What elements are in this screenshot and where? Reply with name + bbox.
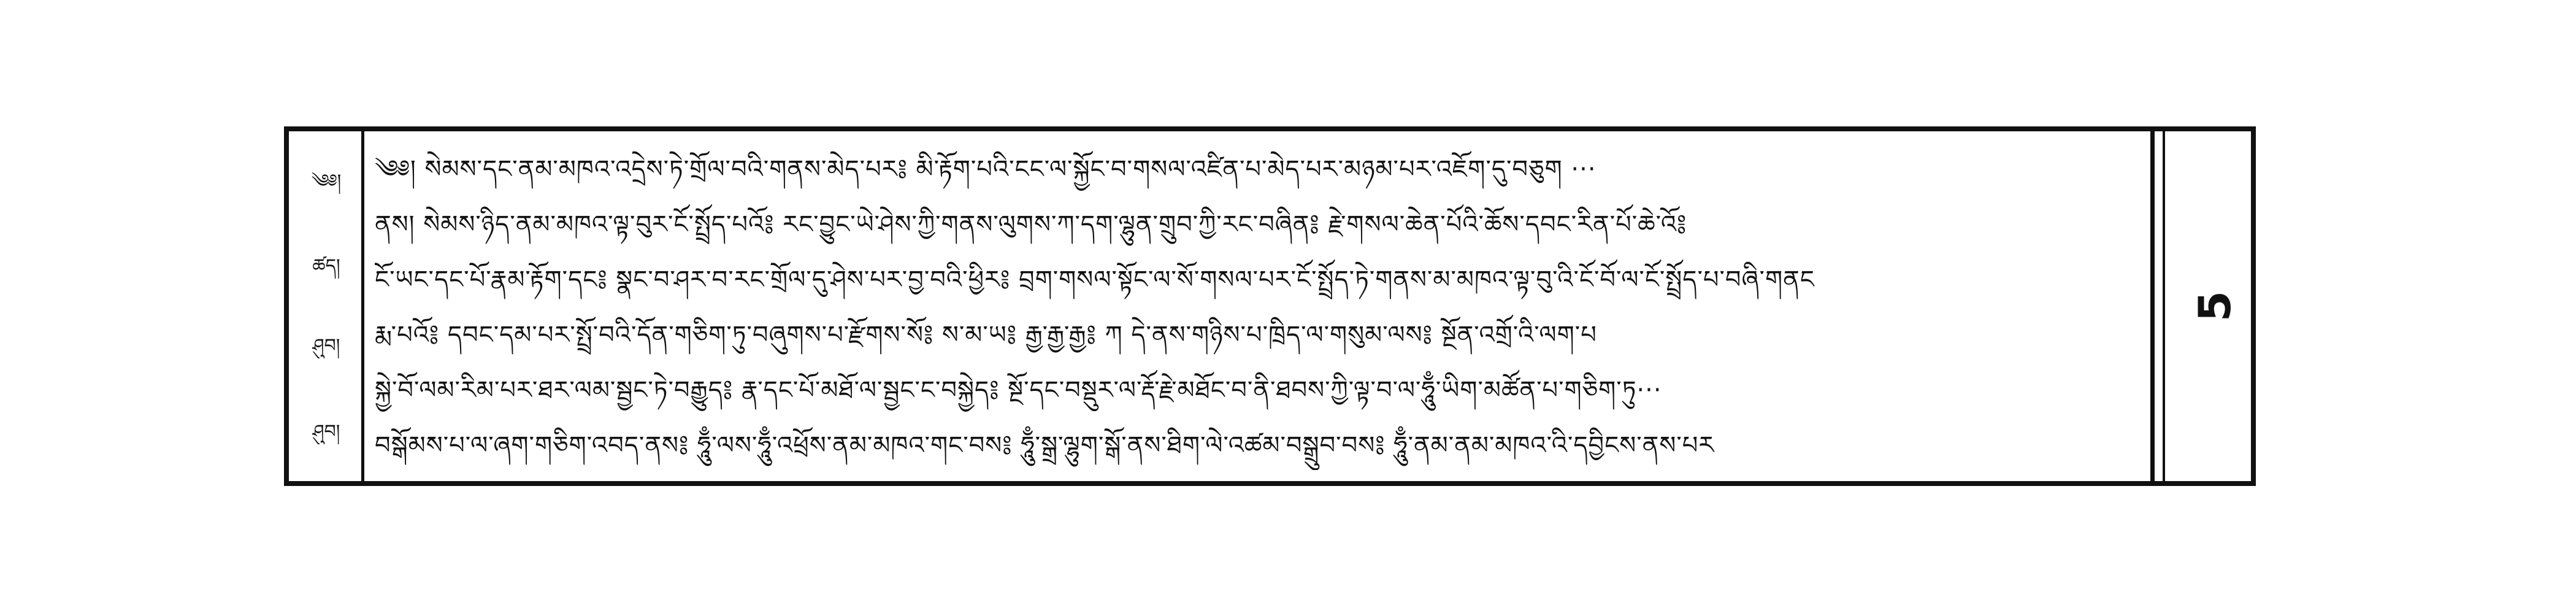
margin-label: ཤུབ། bbox=[312, 335, 340, 357]
text-line-5: སྐྱེ་བོ་ལམ་རིམ་པར་ཐར་ལམ་སྦྱང་ཏེ་བརྒྱུད༔ རྣ་དང་པོ་མཐོ་ལ་སྦྱང་ང་བསྐྱེད༔ སྔོ་དང་བསྡུར་ལ་རྡོ་རྗེ་མཐོང་བ་ནི་ཐབས་ཀྱི་ལྟ་བ་ལ་ཧཱུྃ་ཡིག་མཚོན་པ་གཅིག་ཏུ··· bbox=[375, 376, 1662, 404]
right-border-rule bbox=[2150, 131, 2155, 481]
scripture-text bbox=[375, 145, 2141, 476]
text-line-1: ༄༅། སེམས་དང་ནམ་མཁའ་འདྲེས་ཏེ་གྲོལ་བའི་གནས་མེད་པར༔ མི་རྟོག་པའི་ངང་ལ་སྐྱོང་བ་གསལ་འཛིན་པ་མེད་པར་མཉམ་པར་འཇོག་དུ་བཅུག ··· bbox=[375, 155, 1597, 183]
margin-label: ཚད། bbox=[312, 255, 340, 277]
pecha-folio bbox=[284, 126, 2256, 486]
text-line-4: རྨ་པའོ༔ དབང་དམ་པར་སྤྲོ་བའི་དོན་གཅིག་ཏུ་བཞུགས་པ་རྫོགས་སོ༔ ས་མ་ཡ༔ རྒྱ་རྒྱ་རྒྱ༔ ཀ དེ་ནས་གཉིས་པ་ཁྲིད་ལ་གསུམ་ལས༔ སྔོན་འགྲོ་འི་ལག་པ bbox=[375, 321, 1597, 349]
margin-label: ཤུབ། bbox=[312, 421, 340, 442]
right-border-rule-inner bbox=[2163, 131, 2165, 481]
margin-label: ༄༅། bbox=[311, 171, 342, 192]
text-line-6: བསྒོམས་པ་ལ་ཞག་གཅིག་འབད་ནས༔ ཧཱུྃ་ལས་ཧཱུྃ་འཕྲོས་ནམ་མཁའ་གང་བས༔ ཧཱུྃ་སྒྲ་ལྷུག་སྒོ་ནས་ཐིག་ལེ་འཚམ་བསྒྲུབ་བས༔ ཧཱུྃ་ནམ་ནམ་མཁའ་འི་དབྱིངས་ནས་པར bbox=[375, 431, 1715, 460]
left-margin bbox=[289, 131, 364, 481]
text-line-3: ངོ་ཡང་དང་པོ་རྣམ་རྟོག་དང༔ སྣང་བ་ཤར་བ་རང་གྲོལ་དུ་ཤེས་པར་བྱ་བའི་ཕྱིར༔ བྲག་གསལ་སྟོང་ལ་སོ་གསལ་པར་ངོ་སྤྲོད་ཏེ་གནས་མ་མཁའ་ལྟ་བུ་འི་ངོ་བོ་ལ་ངོ་སྤྲོད་པ་བཞི་གནང bbox=[375, 266, 1815, 294]
text-line-2: ནས། སེམས་ཉིད་ནམ་མཁའ་ལྟ་བུར་ངོ་སྤྲོད་པའོ༔ རང་བྱུང་ཡེ་ཤེས་ཀྱི་གནས་ལུགས་ཀ་དག་ལྷུན་གྲུབ་ཀྱི་རང་བཞིན༔ རྗེ་གསལ་ཆེན་པོའི་ཆོས་དབང་རིན་པོ་ཆེ་འོ༔ bbox=[375, 210, 1687, 239]
page-number: 5 bbox=[2189, 290, 2241, 322]
